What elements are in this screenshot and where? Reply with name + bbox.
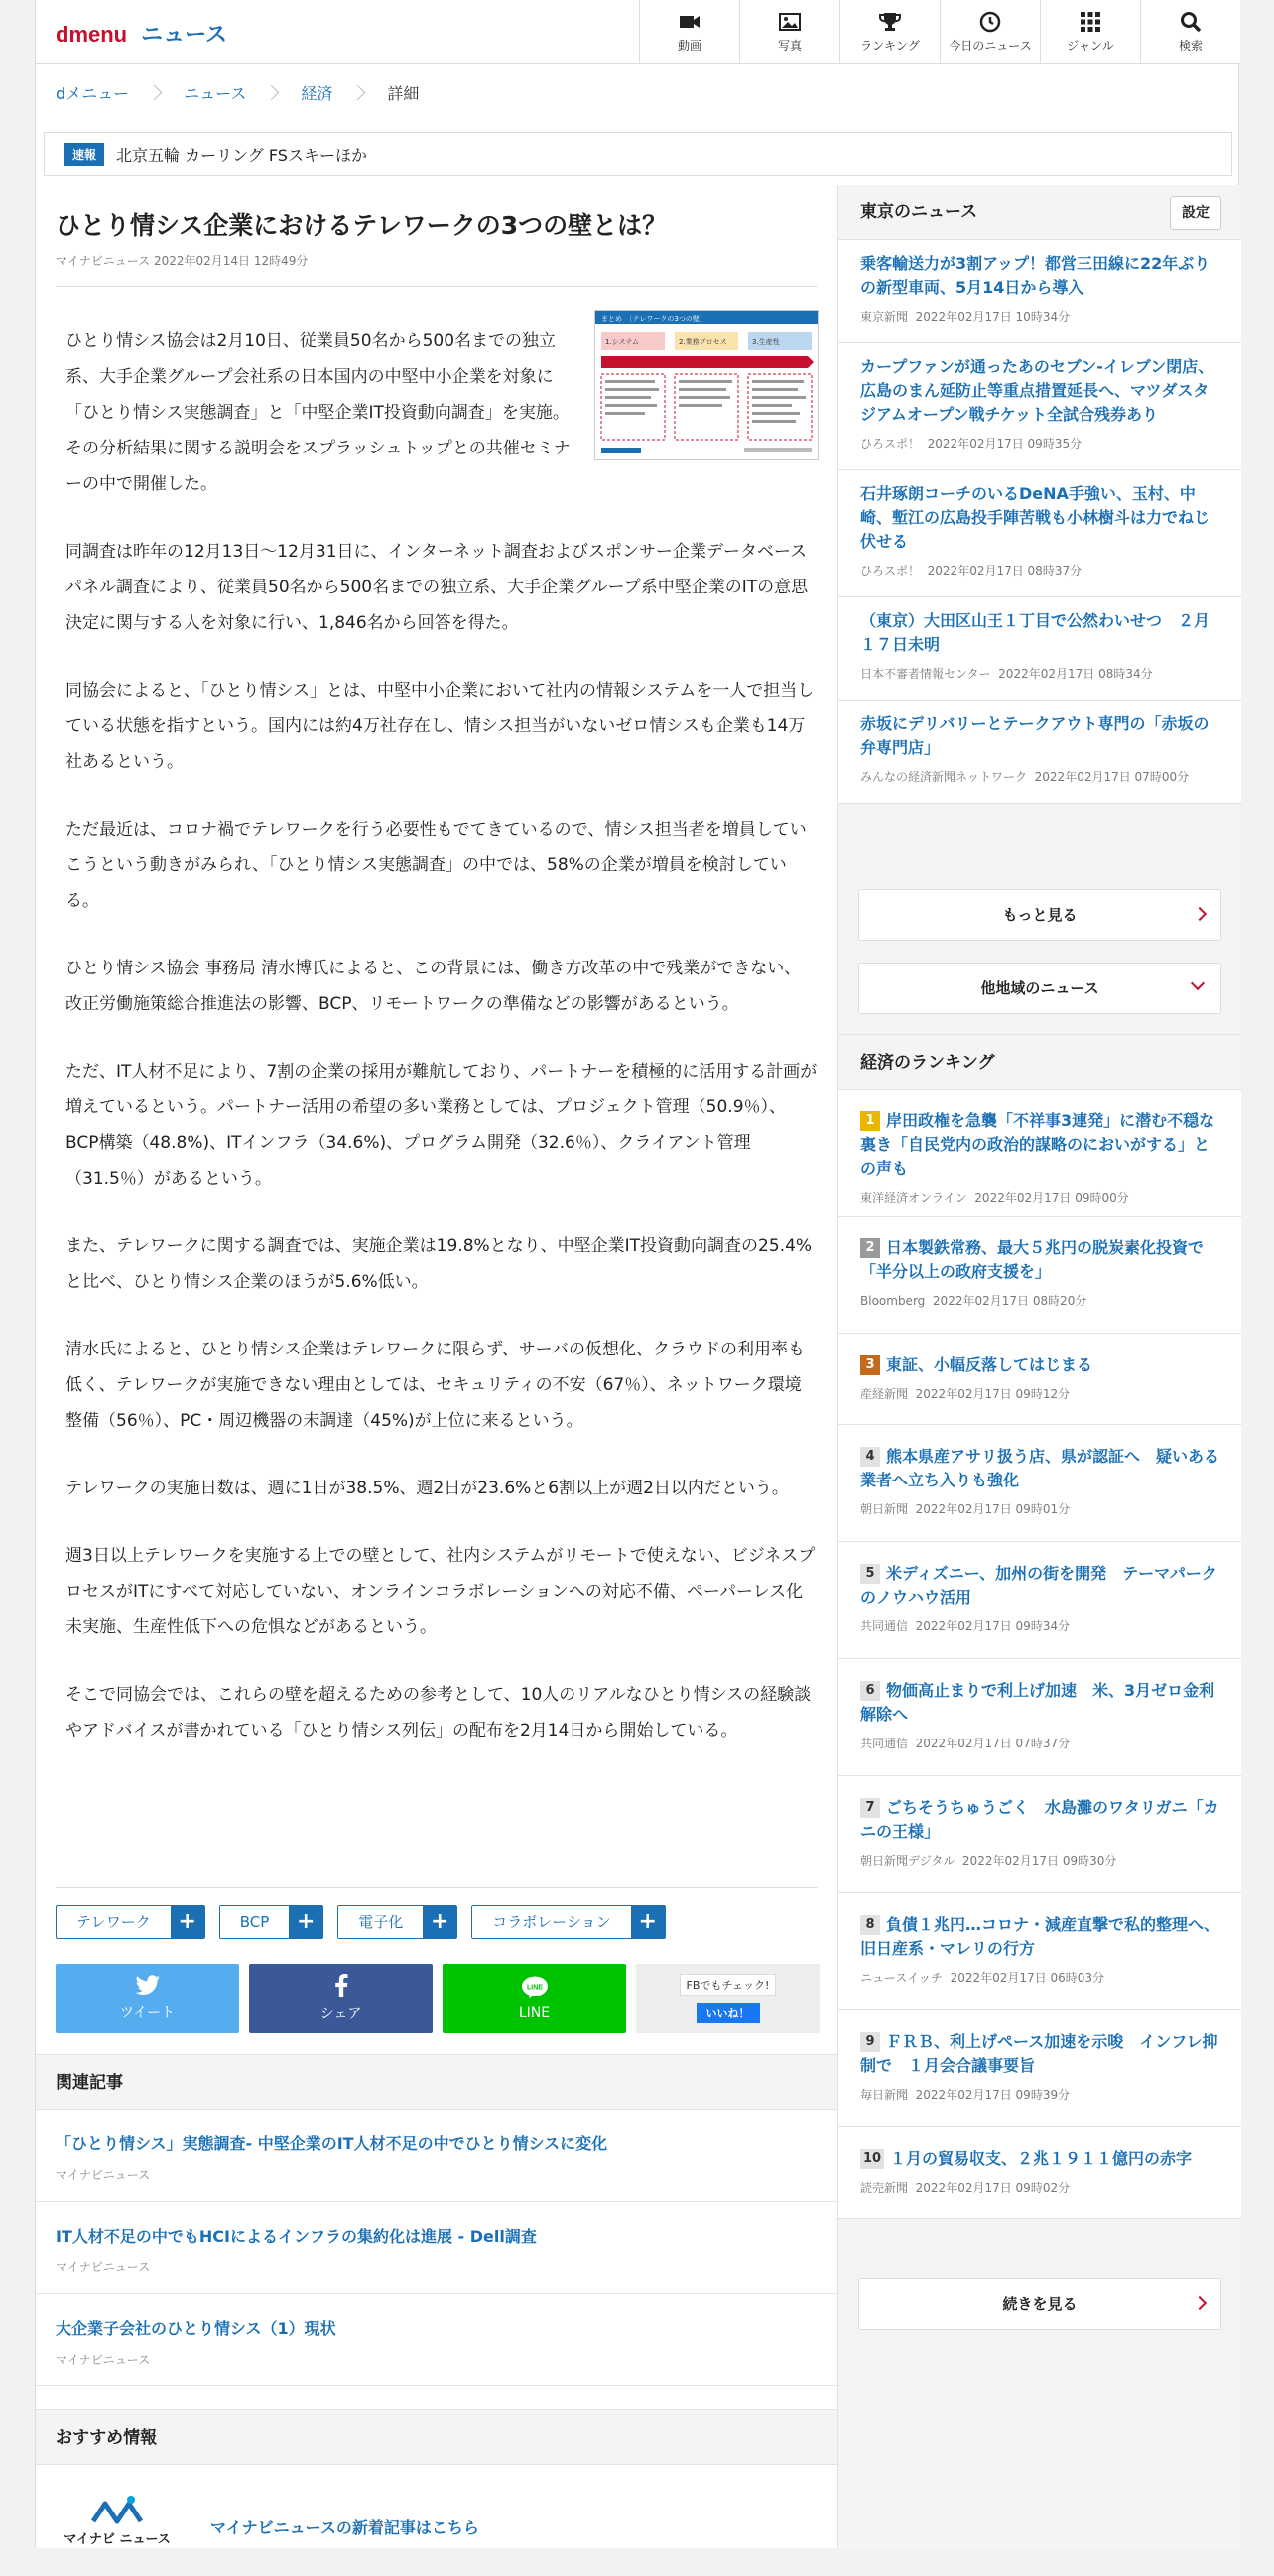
article-paragraph: また、テレワークに関する調査では、実施企業は19.8%となり、中堅企業IT投資動向調査の25.4%と比べ、ひとり情シス企業のほうが5.6%低い。: [65, 1236, 813, 1292]
dmenu-logo[interactable]: [56, 18, 227, 49]
local-news-heading: [838, 185, 1241, 240]
news-time: 2022年02月17日 09時35分: [927, 437, 1083, 451]
tweet-label: ツイート: [119, 2005, 176, 2021]
local-news-item[interactable]: [838, 701, 1241, 804]
related-item[interactable]: [36, 2110, 837, 2202]
news-time: 2022年02月17日 09時39分: [915, 2088, 1071, 2102]
news-time: 2022年02月17日 10時34分: [915, 310, 1071, 323]
logo-news-text: ニュース: [141, 22, 228, 47]
tag-label: BCP: [239, 1913, 270, 1931]
article-paragraph: 同調査は昨年の12月13日〜12月31日に、インターネット調査およびスポンサー企業データベースパネル調査により、従業員50名から500名までの独立系、大手企業グループ系中堅企業のITの意思決定に関与する人を対象に行い、1,846名から回答を得た。: [65, 542, 809, 633]
local-news-item[interactable]: [838, 240, 1241, 343]
article-paragraph: ただ最近は、コロナ禍でテレワークを行う必要性もでてきているので、情シス担当者を増員していこうという動きがみられ、「ひとり情シス実態調査」の中では、58%の企業が増員を検討している。: [65, 820, 807, 911]
news-time: 2022年02月17日 09時02分: [915, 2181, 1071, 2195]
ranking-title: [860, 1679, 1219, 1727]
nav-label: ランキング: [860, 38, 920, 53]
article-title: ひとり情シス企業におけるテレワークの3つの壁とは？: [56, 211, 668, 240]
news-source-name: ニュースイッチ: [860, 1971, 943, 1985]
article-paragraph: ひとり情シス協会 事務局 清水博氏によると、この背景には、働き方改革の中で残業ができない、改正労働施策総合推進法の影響、BCP、リモートワークの準備などの影響があるという。: [65, 959, 802, 1014]
nav-search[interactable]: [1140, 0, 1240, 64]
ranking-item[interactable]: [838, 1659, 1241, 1776]
news-source: [860, 1969, 1219, 1986]
tag-telework[interactable]: [56, 1905, 205, 1939]
chevron-right-icon: [264, 84, 280, 100]
article-paragraph: ただ、IT人材不足により、7割の企業の採用が難航しており、パートナーを積極的に活用する計画が増えているという。パートナー活用の希望の多い業務としては、プロジェクト管理（50.9％）、BCP構築（48.8%)、ITインフラ（34.6%)、プログラム開発（32.6％）、クライアント管理（31.5％）があるという。: [65, 1062, 818, 1189]
local-news-item[interactable]: [838, 597, 1241, 701]
continue-label: 続きを見る: [1002, 2295, 1078, 2313]
share-buttons: [56, 1964, 820, 2033]
ranking-item[interactable]: [838, 1090, 1241, 1217]
plus-icon[interactable]: +: [423, 1906, 456, 1938]
breadcrumb-news[interactable]: ニュース: [184, 83, 247, 103]
fb-check-text: FBでもチェック!: [680, 1974, 777, 1996]
news-source-name: 共同通信: [860, 1737, 909, 1750]
news-time: 2022年02月17日 09時01分: [915, 1502, 1071, 1516]
clock-icon: [978, 11, 1002, 33]
ranking-item[interactable]: [838, 1334, 1241, 1425]
tag-label: コラボレーション: [492, 1913, 611, 1931]
news-source: [860, 1385, 1219, 1402]
tag-list: [56, 1905, 666, 1939]
news-time: 2022年02月17日 06時03分: [950, 1971, 1104, 1985]
nav-label: 今日のニュース: [949, 38, 1032, 53]
breaking-text: 北京五輪 カーリング FSスキーほか: [116, 145, 367, 165]
news-time: 2022年02月17日 08時20分: [932, 1294, 1087, 1308]
news-source-name: みんなの経済新聞ネットワーク: [860, 770, 1028, 784]
nav-label: 写真: [777, 38, 802, 53]
recommend-text: マイナビニュースの新着記事はこちら: [210, 2517, 479, 2537]
news-time: 2022年02月17日 09時12分: [915, 1387, 1071, 1401]
news-source: [860, 2086, 1219, 2103]
ranking-title: [860, 1562, 1219, 1610]
facebook-icon: [334, 1974, 348, 1997]
local-news-item[interactable]: [838, 343, 1241, 470]
breadcrumb-dmenu[interactable]: dメニュー: [56, 83, 130, 103]
line-label: LINE: [518, 2005, 551, 2021]
rank-badge: 2: [860, 1238, 880, 1258]
related-item[interactable]: [36, 2202, 837, 2294]
news-source-name: 朝日新聞デジタル: [860, 1854, 956, 1868]
ranking-title: [860, 1353, 1219, 1377]
ranking-item[interactable]: [838, 1542, 1241, 1659]
recommend-item[interactable]: [36, 2477, 837, 2576]
related-title: 「ひとり情シス」実態調査- 中堅企業のIT人材不足の中でひとり情シスに変化: [56, 2134, 608, 2153]
nav-label: ジャンル: [1067, 38, 1114, 53]
news-title: （東京）大田区山王１丁目で公然わいせつ ２月１７日未明: [860, 611, 1210, 654]
facebook-like-box: [636, 1964, 820, 2033]
other-region-label: 他地域のニュース: [980, 979, 1099, 997]
page: [35, 0, 1239, 2548]
ranking-title: [860, 1109, 1219, 1181]
news-source: [860, 562, 1219, 579]
more-label: もっと見る: [1002, 906, 1078, 924]
news-source: [860, 2179, 1219, 2196]
ranking-title-text: 米ディズニー、加州の街を開発 テーマパークのノウハウ活用: [860, 1564, 1217, 1607]
news-source: [860, 1292, 1219, 1309]
rank-badge: 4: [860, 1447, 880, 1467]
image-title: まとめ 〔テレワークの3つの壁〕: [601, 315, 706, 322]
nav-video[interactable]: [639, 0, 739, 64]
chevron-right-icon: [350, 84, 366, 100]
ranking-item[interactable]: [838, 2010, 1241, 2127]
chevron-right-icon: [147, 84, 163, 100]
news-source-name: 朝日新聞: [860, 1502, 909, 1516]
ranking-title-text: ＦＲＢ、利上げペース加速を示唆 インフレ抑制で １月会合議事要旨: [860, 2032, 1218, 2075]
other-region-button[interactable]: [858, 963, 1221, 1014]
ranking-title: [860, 1236, 1219, 1284]
ranking-item[interactable]: [838, 2127, 1241, 2219]
search-icon: [1179, 11, 1203, 33]
article-paragraph: 同協会によると、「ひとり情シス」とは、中堅中小企業において社内の情報システムを一人で担当している状態を指すという。国内には約4万社存在し、情シス担当がいないゼロ情シスも企業も14万社あるという。: [65, 681, 815, 772]
nav-photo[interactable]: [739, 0, 839, 64]
rank-badge: 6: [860, 1681, 880, 1701]
line-icon: [521, 1976, 549, 1999]
ranking-title: [860, 2147, 1219, 2171]
news-source: [860, 1189, 1219, 1206]
rank-badge: 9: [860, 2032, 880, 2052]
nav-today[interactable]: [940, 0, 1040, 64]
tag-label: 電子化: [358, 1913, 404, 1931]
video-icon: [678, 11, 701, 33]
rank-badge: 3: [860, 1355, 880, 1375]
related-source: マイナビニュース: [56, 2260, 151, 2274]
rank-badge: 1: [860, 1111, 880, 1131]
news-source-name: 共同通信: [860, 1619, 909, 1633]
tweet-button[interactable]: [56, 1964, 239, 2033]
ranking-title: [860, 1913, 1219, 1961]
related-title: 大企業子会社のひとり情シス（1）現状: [56, 2319, 336, 2338]
image-col1: 1.システム: [605, 338, 639, 346]
chevron-right-icon: [1193, 907, 1207, 921]
news-source-name: 日本不審者情報センター: [860, 667, 991, 681]
news-time: 2022年02月17日 07時37分: [915, 1737, 1071, 1750]
ranking-title-text: 物価高止まりで利上げ加速 米、3月ゼロ金利解除へ: [860, 1681, 1215, 1724]
ranking-item[interactable]: [838, 1217, 1241, 1334]
ranking-title-text: 岸田政権を急襲「不祥事3連発」に潜む不穏な裏き「自民党内の政治的謀略のにおいがする」との声も: [860, 1111, 1215, 1178]
article-paragraph: そこで同協会では、これらの壁を超えるための参考として、10人のリアルなひとり情シスの経験談やアドバイスが書かれている「ひとり情シス列伝」の配布を2月14日から開始している。: [65, 1685, 812, 1740]
news-source: [860, 435, 1219, 451]
trophy-icon: [878, 11, 902, 33]
ranking-title-text: ごちそうちゅうごく 水島灘のワタリガニ「カニの王様」: [860, 1798, 1219, 1841]
ranking-item[interactable]: [838, 1425, 1241, 1542]
plus-icon[interactable]: +: [289, 1906, 322, 1938]
image-col3: 3.生産性: [752, 338, 780, 346]
plus-icon[interactable]: +: [171, 1906, 204, 1938]
mynavi-logo: [64, 2492, 171, 2561]
settings-button[interactable]: 設定: [1170, 196, 1221, 230]
chevron-right-icon: [1193, 2296, 1207, 2310]
news-title: カープファンが通ったあのセブン-イレブン閉店、広島のまん延防止等重点措置延長へ、マツダスタジアムオープン戦チケット全試合残券あり: [860, 357, 1214, 424]
chevron-down-icon: [1191, 976, 1205, 990]
breaking-news-bar[interactable]: [44, 132, 1232, 176]
news-source: [860, 768, 1219, 785]
mynavi-logo-label: マイナビ ニュース: [64, 2532, 171, 2547]
news-source-name: 東京新聞: [860, 310, 909, 323]
plus-icon[interactable]: +: [631, 1906, 665, 1938]
news-title: 石井琢朗コーチのいるDeNA手強い、玉村、中崎、塹江の広島投手陣苦戦も小林樹斗は力でねじ伏せる: [860, 484, 1210, 551]
divider: [56, 1887, 818, 1888]
tag-label: テレワーク: [76, 1913, 151, 1931]
related-title: IT人材不足の中でもHCIによるインフラの集約化は進展 - Dell調査: [56, 2227, 537, 2246]
rank-badge: 10: [860, 2149, 884, 2169]
ranking-title: [860, 2030, 1219, 2078]
article-paragraph: ひとり情シス協会は2月10日、従業員50名から500名までの独立系、大手企業グループ会社系の日本国内の中堅中小企業を対象に「ひとり情シス実態調査」と「中堅企業IT投資動向調査」を実施。その分析結果に関する説明会をスプラッシュトップとの共催セミナーの中で開催した。: [65, 331, 571, 494]
news-source: [860, 1852, 1219, 1868]
news-time: 2022年02月17日 08時37分: [927, 564, 1083, 578]
mynavi-logo-text: [64, 2529, 171, 2569]
nav-genre[interactable]: [1040, 0, 1140, 64]
twitter-icon: [135, 1975, 161, 1996]
tag-bcp[interactable]: [219, 1905, 324, 1939]
news-source-name: Bloomberg: [860, 1294, 926, 1308]
rank-badge: 7: [860, 1798, 880, 1818]
photo-icon: [778, 11, 802, 33]
ranking-title-text: 負債１兆円…コロナ・減産直撃で私的整理へ、旧日産系・マレリの行方: [860, 1915, 1220, 1958]
news-source: [860, 665, 1219, 682]
nav-label: 検索: [1178, 38, 1203, 53]
related-item[interactable]: [36, 2294, 837, 2386]
article-paragraph: テレワークの実施日数は、週に1日が38.5%、週2日が23.6%と6割以上が週2日以内だという。: [65, 1479, 789, 1498]
news-time: 2022年02月17日 09時30分: [961, 1854, 1117, 1868]
header-nav: [639, 0, 1240, 64]
news-source-name: 毎日新聞: [860, 2088, 909, 2102]
news-source: [860, 308, 1219, 324]
svg-text:LINE: LINE: [526, 1984, 543, 1992]
news-time: 2022年02月17日 08時34分: [998, 667, 1153, 681]
breadcrumb-economy[interactable]: 経済: [301, 83, 333, 103]
related-source: マイナビニュース: [56, 2168, 151, 2182]
nav-ranking[interactable]: [839, 0, 940, 64]
image-col2: 2.業務プロセス: [679, 338, 727, 346]
ranking-title: [860, 1796, 1219, 1844]
ranking-item[interactable]: [838, 1893, 1241, 2010]
news-title: 乗客輸送力が3割アップ！都営三田線に22年ぶりの新型車両、5月14日から導入: [860, 254, 1210, 297]
sidebar: [837, 185, 1240, 2548]
share-label: シェア: [319, 2006, 362, 2022]
nav-label: 動画: [677, 38, 701, 53]
news-source-name: ひろスポ！: [860, 564, 921, 578]
ranking-title-text: 熊本県産アサリ扱う店、県が認証へ 疑いある業者へ立ち入りも強化: [860, 1447, 1220, 1489]
news-time: 2022年02月17日 07時00分: [1034, 770, 1190, 784]
ranking-title-text: 日本製鉄常務、最大５兆円の脱炭素化投資で「半分以上の政府支援を」: [860, 1238, 1205, 1281]
rank-badge: 5: [860, 1564, 880, 1584]
ranking-heading: 経済のランキング: [838, 1034, 1241, 1090]
continue-button[interactable]: [858, 2278, 1221, 2330]
grid-icon: [1079, 11, 1102, 33]
tag-collaboration[interactable]: [471, 1905, 665, 1939]
breadcrumb-current: 詳細: [387, 83, 420, 103]
divider: [56, 286, 818, 287]
facebook-share-button[interactable]: [249, 1964, 433, 2033]
breadcrumb: [56, 77, 419, 107]
article-body: [65, 323, 818, 1780]
news-source: [860, 1500, 1219, 1517]
rank-badge: 8: [860, 1915, 880, 1935]
news-source: [860, 1617, 1219, 1634]
fb-like-button[interactable]: いいね！: [697, 2003, 760, 2023]
line-share-button[interactable]: [443, 1964, 626, 2033]
related-source: マイナビニュース: [56, 2353, 151, 2367]
logo-dmenu-text: dmenu: [56, 22, 128, 47]
article-meta: マイナビニュース 2022年02月14日 12時49分: [56, 254, 309, 268]
ranking-item[interactable]: [838, 1776, 1241, 1893]
news-title: 赤坂にデリバリーとテークアウト専門の「赤坂の弁専門店」: [860, 714, 1210, 757]
news-time: 2022年02月17日 09時34分: [915, 1619, 1071, 1633]
news-source-name: 産経新聞: [860, 1387, 909, 1401]
ranking-title: [860, 1445, 1219, 1492]
article-paragraph: 清水氏によると、ひとり情シス企業はテレワークに限らず、サーバの仮想化、クラウドの利用率も低く、テレワークが実施できない理由としては、セキュリティの不安（67％）、ネットワーク環境整備（56％）、PC・周辺機器の未調達（45%)が上位に来るという。: [65, 1340, 805, 1431]
ranking-title-text: 東証、小幅反落してはじまる: [886, 1355, 1093, 1374]
news-source-name: 東洋経済オンライン: [860, 1191, 967, 1205]
local-news-title: 東京のニュース: [860, 202, 978, 222]
local-news-item[interactable]: [838, 470, 1241, 597]
news-source: [860, 1735, 1219, 1751]
recommend-heading: おすすめ情報: [36, 2409, 837, 2465]
news-time: 2022年02月17日 09時00分: [974, 1191, 1129, 1205]
related-heading: 関連記事: [36, 2054, 837, 2110]
ranking-title-text: １月の貿易収支、２兆１９１１億円の赤字: [890, 2149, 1193, 2168]
breaking-badge: 速報: [64, 143, 104, 166]
news-source-name: ひろスポ！: [860, 437, 921, 451]
article-paragraph: 週3日以上テレワークを実施する上での壁として、社内システムがリモートで使えない、ビジネスプロセスがITにすべて対応していない、オンラインコラボレーションへの対応不備、ペーパーレス化未実施、生産性低下への危惧などがあるという。: [65, 1546, 816, 1637]
tag-digitization[interactable]: [337, 1905, 457, 1939]
news-source-name: 読売新聞: [860, 2181, 909, 2195]
header: [36, 0, 1240, 64]
more-button[interactable]: [858, 889, 1221, 941]
